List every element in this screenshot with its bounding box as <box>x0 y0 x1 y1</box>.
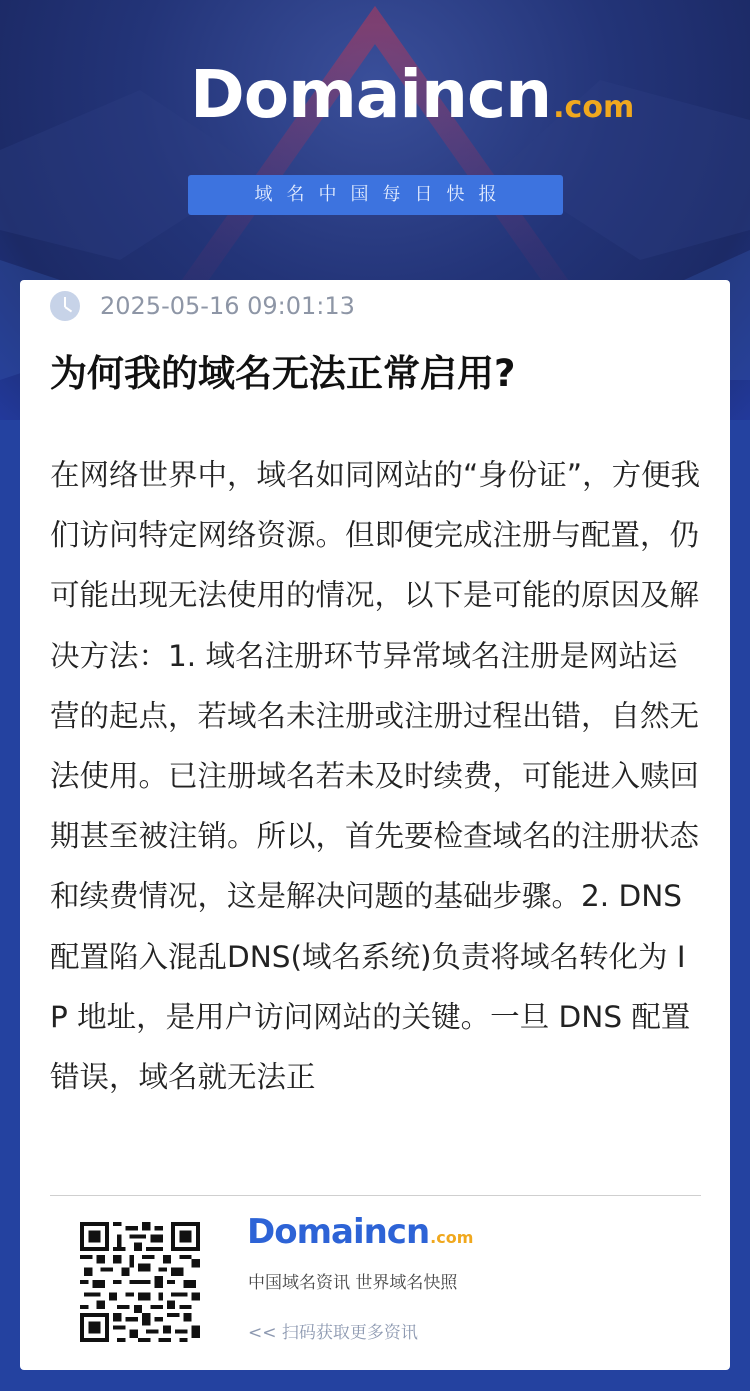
timestamp-row <box>50 288 355 324</box>
article-card <box>20 280 730 1370</box>
publish-timestamp: 2025-05-16 09:01:13 <box>100 292 355 320</box>
article-title: 为何我的域名无法正常启用? <box>50 352 516 395</box>
footer-logo-suffix: .com <box>430 1228 474 1247</box>
scan-prompt: << 扫码获取更多资讯 <box>248 1323 418 1343</box>
logo-suffix: .com <box>553 90 635 125</box>
divider <box>50 1195 701 1196</box>
footer-logo <box>247 1212 473 1252</box>
site-logo <box>190 55 634 135</box>
qr-code-icon <box>80 1222 200 1342</box>
clock-icon <box>50 291 80 321</box>
logo-text: Domaincn <box>190 56 552 133</box>
article-body: 在网络世界中，域名如同网站的“身份证”，方便我们访问特定网络资源。但即便完成注册与配置，仍可能出现无法使用的情况，以下是可能的原因及解决方法：1. 域名注册环节异常域名注册是网站运营的起点，若域名未注册或注册过程出错，自然无法使用。已注册域名若未及时续费，可能进入赎回期甚至被注销。所以，首先要检查域名的注册状态和续费情况，这是解决问题的基础步骤。2. DNS 配置陷入混乱DNS(域名系统)负责将域名转化为 IP 地址，是用户访问网站的关键。一旦 DNS 配置错误，域名就无法正 <box>50 458 701 1095</box>
footer-slogan: 中国域名资讯 世界域名快照 <box>248 1273 458 1293</box>
tagline-badge: 域名中国每日快报 <box>188 175 563 215</box>
footer-logo-text: Domaincn <box>247 1212 430 1252</box>
